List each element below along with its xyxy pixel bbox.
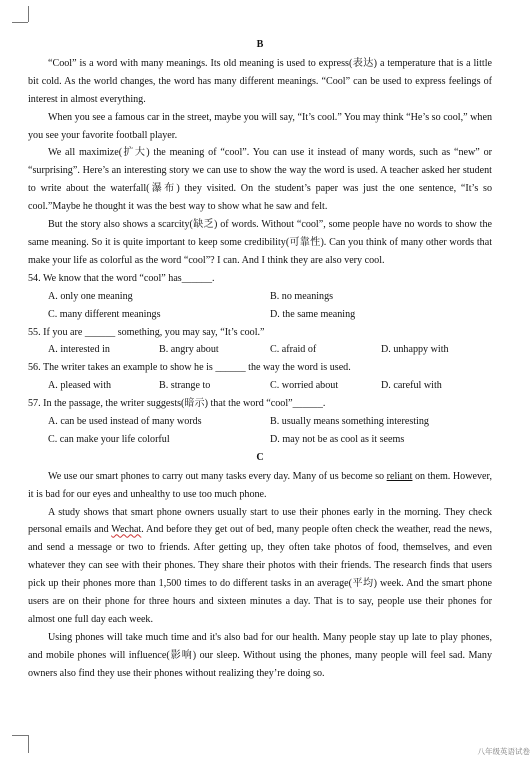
- option: A. interested in: [48, 344, 110, 356]
- option: D. careful with: [381, 380, 442, 392]
- option: C. many different meanings: [48, 308, 161, 320]
- option: C. afraid of: [270, 344, 317, 356]
- option: C. can make your life colorful: [48, 433, 170, 445]
- option-row: [28, 413, 492, 431]
- question-stem: 54. We know that the word “cool” has______.: [28, 272, 215, 284]
- option-row: [28, 377, 492, 395]
- text-run: We use our smart phones to carry out many tasks every day. Many of us become so: [48, 470, 387, 482]
- crop-mark-bottom-left-v: [28, 735, 29, 753]
- paragraph: But the story also shows a scarcity(缺乏) of words. Without “cool”, some people have no words to show the same meaning. So it is quite important to keep some credibility(可靠性). Can you think of many other words that make your life as colorful as the word “cool”? I can. And I think they are also very cool.: [28, 219, 492, 266]
- option: A. can be used instead of many words: [48, 416, 202, 428]
- question-stem: 55. If you are ______ something, you may say, “It’s cool.”: [28, 326, 265, 338]
- option: D. unhappy with: [381, 344, 449, 356]
- option: B. strange to: [159, 380, 211, 392]
- text-run: A study shows that smart phone owners usually start to use their phones early in the morning. They check personal emails and: [28, 506, 492, 536]
- option: B. usually means something interesting: [270, 416, 429, 428]
- option: D. may not be as cool as it seems: [270, 433, 405, 445]
- question-stem: 56. The writer takes an example to show he is ______ the way the word is used.: [28, 362, 351, 374]
- crop-mark-top-left-h: [12, 22, 28, 23]
- paragraph: [28, 468, 492, 504]
- option: C. worried about: [270, 380, 339, 392]
- text-run: on them. However, it is bad for our eyes and unhealthy to use too much phone.: [28, 470, 492, 500]
- crop-mark-bottom-left-h: [12, 735, 28, 736]
- page-footer: 八年级英语试卷: [477, 747, 530, 756]
- option-row: [28, 306, 492, 324]
- option: B. no meanings: [270, 290, 334, 302]
- paragraph: [28, 504, 492, 629]
- paragraph: Using phones will take much time and it's also bad for our health. Many people stay up late to play phones, and mobile phones will influence(影响) our sleep. Without using the phones, many people will feel sad. Many owners also find they use their phones without realizing they’re doing so.: [28, 631, 492, 679]
- question-stem: 57. In the passage, the writer suggests(暗示) that the word “cool”______.: [28, 398, 326, 410]
- option-row: [28, 288, 492, 306]
- spellcheck-word: Wechat: [111, 524, 142, 536]
- paragraph: When you see a famous car in the street, maybe you will say, “It’s cool.” You may think “He’s so cool,” when you see your favorite football player.: [28, 111, 492, 141]
- option: B. angry about: [159, 344, 219, 356]
- section-b-heading: B: [256, 39, 264, 50]
- paragraph: “Cool” is a word with many meanings. Its old meaning is used to express(表达) a temperature that is a little bit cold. As the world changes, the word has many different meanings. “Cool” can be used to express feelings of interest in almost everything.: [28, 57, 492, 105]
- paragraph: We all maximize(扩大) the meaning of “cool”. You can use it instead of many words, such as “new” or “surprising”. Here’s an interesting story we can use to show the way the word is used. A teacher asked her student to write about the waterfall(瀑布) they visited. On the student’s paper was just the one sentence, “It’s so cool.”Maybe he thought it was the best way to show what he saw and felt.: [28, 147, 492, 213]
- section-c-heading: C: [256, 451, 264, 463]
- option: A. pleased with: [48, 380, 112, 392]
- option-row: [28, 431, 492, 449]
- option: D. the same meaning: [270, 308, 356, 320]
- underlined-word: reliant: [386, 470, 413, 482]
- document-page: [28, 0, 492, 683]
- option-row: [28, 341, 492, 359]
- text-run: . And before they get out of bed, many people often check the weather, read the news, and send a message or two to friends. After getting up, they often take photos of food, themselves, and even whatever they can see with their phones. They share their photos with their friends. The research finds that users pick up their phones more than 1,500 times to do different tasks in an average(平均) week. And the smart phone users are on their phone for three hours and sixteen minutes a day. That is to say, people use their phones for almost one full day each week.: [28, 524, 492, 625]
- option: A. only one meaning: [48, 290, 133, 302]
